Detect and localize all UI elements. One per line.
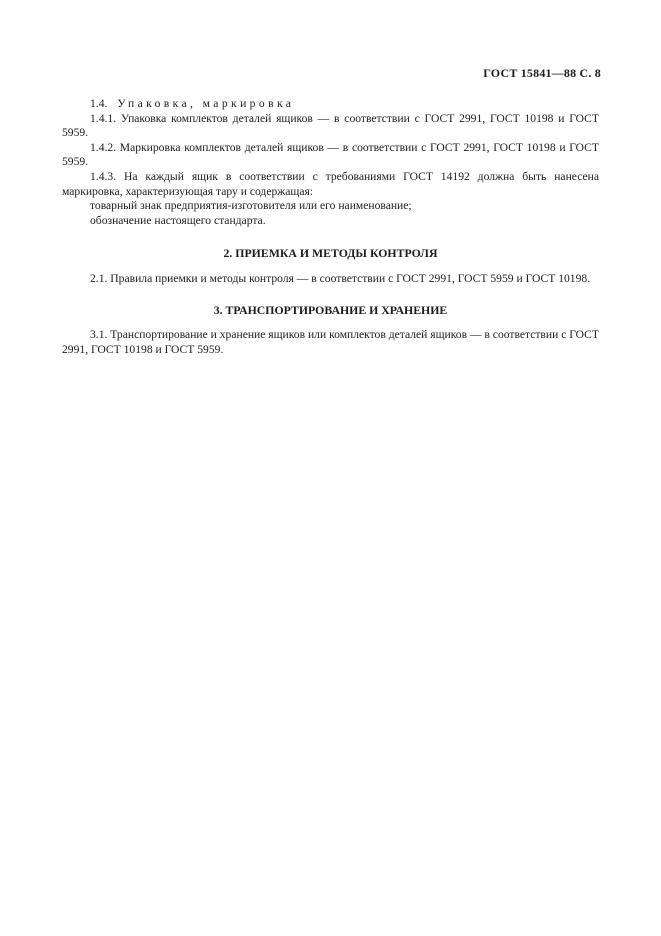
section-3-heading: 3. ТРАНСПОРТИРОВАНИЕ И ХРАНЕНИЕ: [213, 302, 448, 317]
paragraph-2-1: 2.1. Правила приемки и методы контроля — в соответствии с ГОСТ 2991, ГОСТ 5959 и ГОСТ 10198.: [90, 271, 591, 285]
page-header-doc-ref: ГОСТ 15841—88 С. 8: [483, 66, 601, 80]
paragraph-1-4-2: 1.4.2. Маркировка комплектов деталей ящиков — в соответствии с ГОСТ 2991, ГОСТ 10198 и ГОСТ 5959.: [62, 140, 599, 169]
paragraph-3-1: 3.1. Транспортирование и хранение ящиков или комплектов деталей ящиков — в соответствии с ГОСТ 2991, ГОСТ 10198 и ГОСТ 5959.: [62, 328, 599, 356]
subsection-title: Упаковка, маркировка: [117, 97, 295, 110]
section-2-heading: 2. ПРИЕМКА И МЕТОДЫ КОНТРОЛЯ: [223, 246, 438, 261]
list-item-trademark: товарный знак предприятия-изготовителя или его наименование;: [90, 199, 412, 213]
paragraph-1-4-3: 1.4.3. На каждый ящик в соответствии с требованиями ГОСТ 14192 должна быть нанесена маркировка, характеризующая тару и содержащая:: [62, 169, 599, 198]
subsection-heading: [62, 97, 599, 112]
list-item-standard-designation: обозначение настоящего стандарта.: [90, 213, 266, 227]
document-body: [62, 97, 599, 357]
paragraph-1-4-1: 1.4.1. Упаковка комплектов деталей ящиков — в соответствии с ГОСТ 2991, ГОСТ 10198 и ГОСТ 5959.: [62, 111, 599, 140]
subsection-number: 1.4.: [90, 97, 108, 110]
